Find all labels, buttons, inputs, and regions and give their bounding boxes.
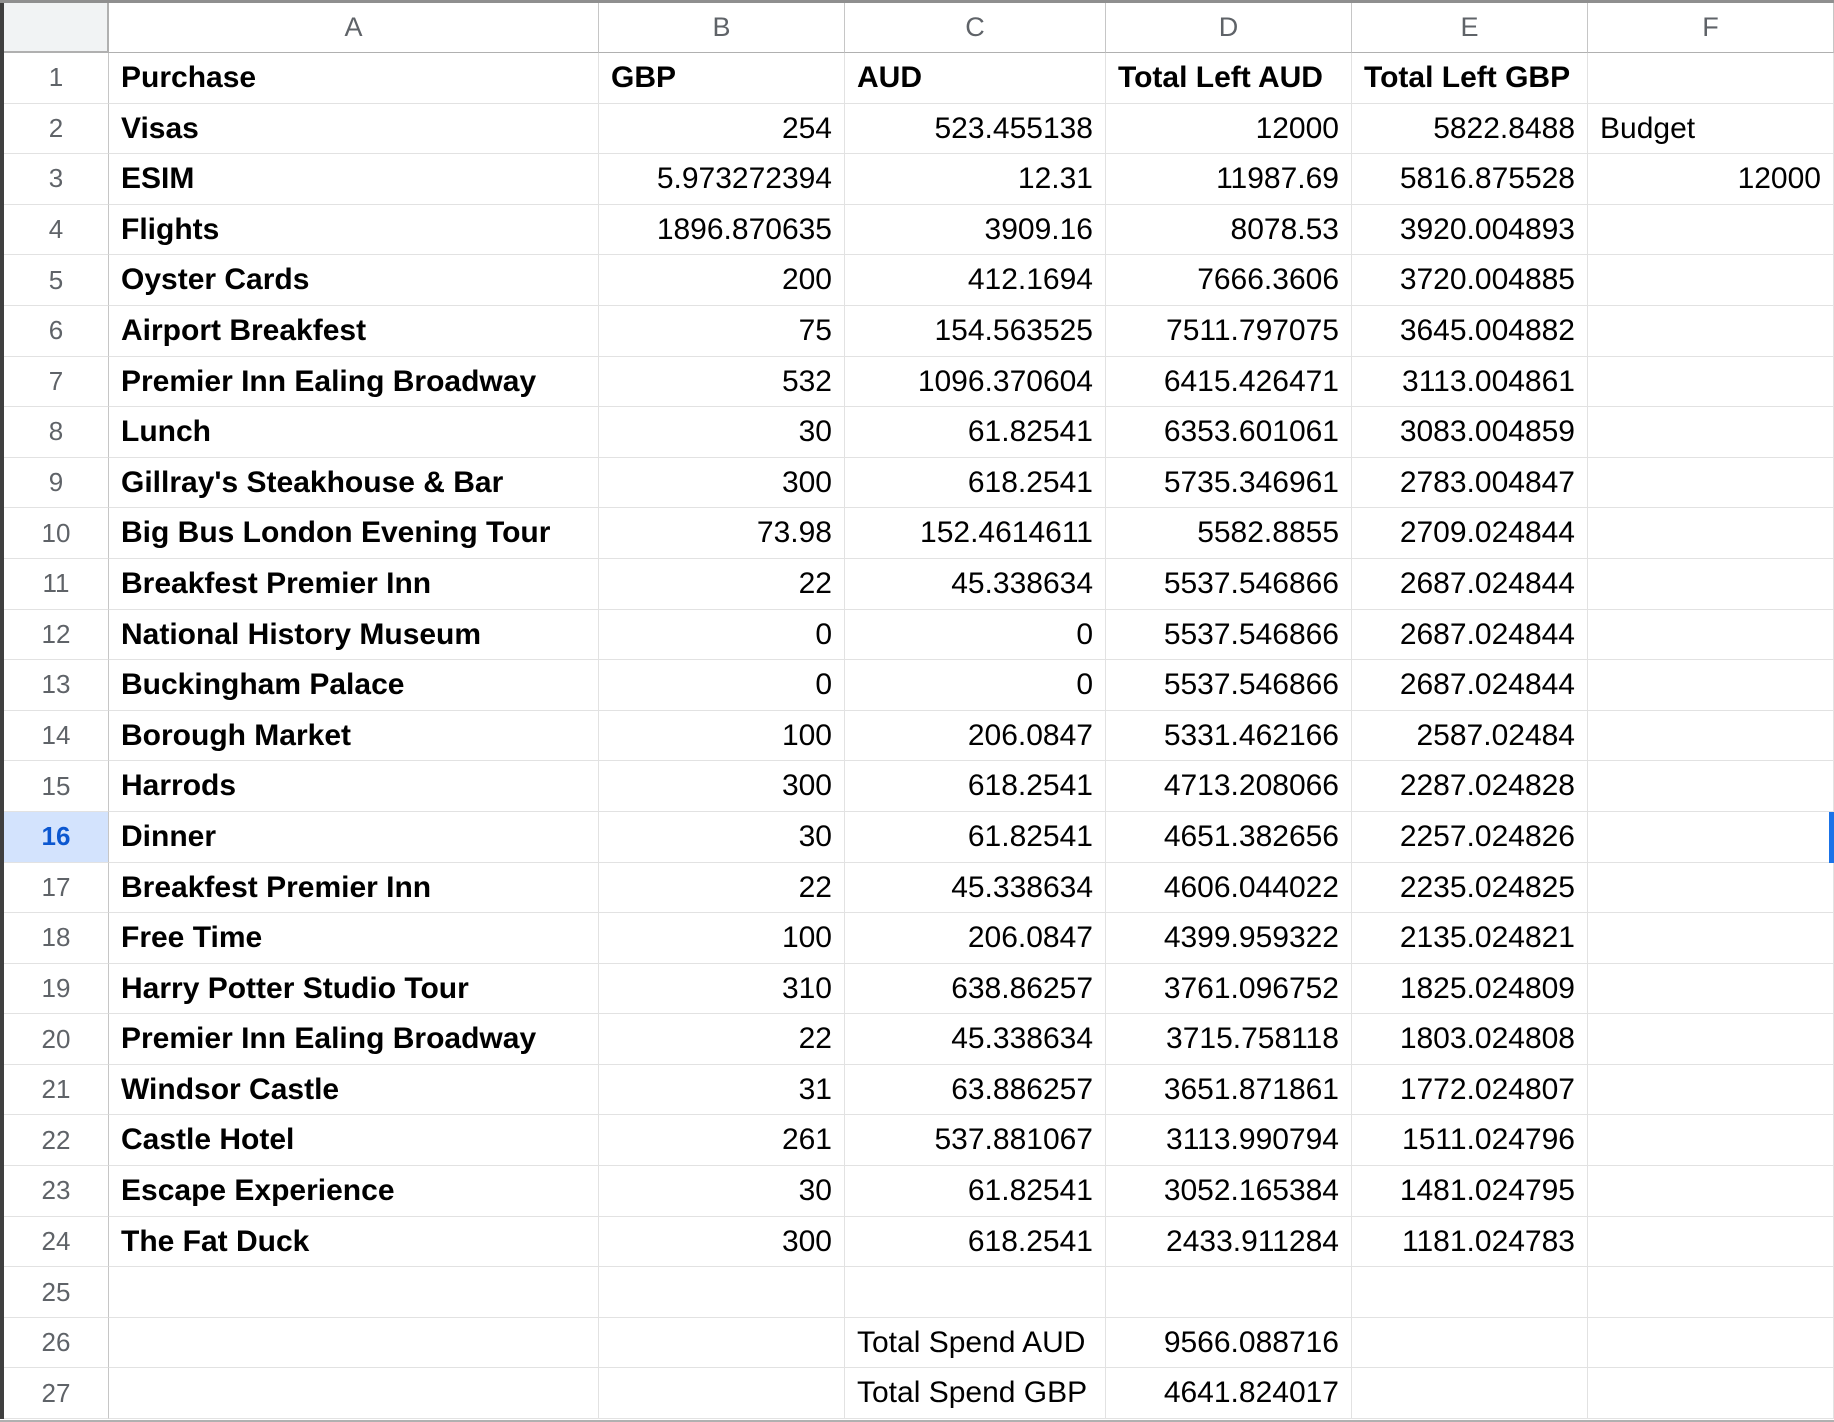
cell-A17[interactable]: Breakfest Premier Inn	[109, 863, 599, 914]
row-header-19[interactable]: 19	[4, 964, 109, 1015]
cell-D22[interactable]: 3113.990794	[1106, 1115, 1352, 1166]
cell-F10[interactable]	[1588, 508, 1834, 559]
cell-C14[interactable]: 206.0847	[845, 711, 1106, 762]
cell-E16[interactable]: 2257.024826	[1352, 812, 1588, 863]
cell-B21[interactable]: 31	[599, 1065, 845, 1116]
sheet-row-15	[4, 761, 1834, 812]
cell-C27[interactable]: Total Spend GBP	[845, 1368, 1106, 1419]
row-header-21[interactable]: 21	[4, 1065, 109, 1116]
column-header-F[interactable]: F	[1588, 3, 1834, 53]
column-header-D[interactable]: D	[1106, 3, 1352, 53]
row-header-8[interactable]: 8	[4, 407, 109, 458]
sheet-row-13	[4, 660, 1834, 711]
cell-A22[interactable]: Castle Hotel	[109, 1115, 599, 1166]
selected-row-right-edge-marker	[1829, 812, 1834, 863]
cell-B19[interactable]: 310	[599, 964, 845, 1015]
column-header-row	[4, 3, 1834, 53]
cell-E23[interactable]: 1481.024795	[1352, 1166, 1588, 1217]
cell-F5[interactable]	[1588, 255, 1834, 306]
cell-B13[interactable]: 0	[599, 660, 845, 711]
cell-F4[interactable]	[1588, 205, 1834, 256]
cell-F19[interactable]	[1588, 964, 1834, 1015]
cell-E7[interactable]: 3113.004861	[1352, 357, 1588, 408]
cell-D5[interactable]: 7666.3606	[1106, 255, 1352, 306]
cell-E27[interactable]	[1352, 1368, 1588, 1419]
cell-A25[interactable]	[109, 1267, 599, 1318]
row-header-27[interactable]: 27	[4, 1368, 109, 1419]
row-header-4[interactable]: 4	[4, 205, 109, 256]
cell-B23[interactable]: 30	[599, 1166, 845, 1217]
cell-E15[interactable]: 2287.024828	[1352, 761, 1588, 812]
cell-D18[interactable]: 4399.959322	[1106, 913, 1352, 964]
cell-B6[interactable]: 75	[599, 306, 845, 357]
cell-F24[interactable]	[1588, 1217, 1834, 1268]
cell-A19[interactable]: Harry Potter Studio Tour	[109, 964, 599, 1015]
cell-D12[interactable]: 5537.546866	[1106, 610, 1352, 661]
sheet-row-16	[4, 812, 1834, 863]
row-header-12[interactable]: 12	[4, 610, 109, 661]
cell-A26[interactable]	[109, 1318, 599, 1369]
cell-E9[interactable]: 2783.004847	[1352, 458, 1588, 509]
row-header-5[interactable]: 5	[4, 255, 109, 306]
sheet-row-9	[4, 458, 1834, 509]
cell-F7[interactable]	[1588, 357, 1834, 408]
sheet-row-1	[4, 53, 1834, 104]
cell-A15[interactable]: Harrods	[109, 761, 599, 812]
cell-E17[interactable]: 2235.024825	[1352, 863, 1588, 914]
cell-C19[interactable]: 638.86257	[845, 964, 1106, 1015]
cell-A23[interactable]: Escape Experience	[109, 1166, 599, 1217]
cell-B15[interactable]: 300	[599, 761, 845, 812]
cell-F14[interactable]	[1588, 711, 1834, 762]
cell-B27[interactable]	[599, 1368, 845, 1419]
cell-D8[interactable]: 6353.601061	[1106, 407, 1352, 458]
row-header-22[interactable]: 22	[4, 1115, 109, 1166]
cell-D7[interactable]: 6415.426471	[1106, 357, 1352, 408]
cell-C11[interactable]: 45.338634	[845, 559, 1106, 610]
cell-A4[interactable]: Flights	[109, 205, 599, 256]
cell-C26[interactable]: Total Spend AUD	[845, 1318, 1106, 1369]
cell-F23[interactable]	[1588, 1166, 1834, 1217]
cell-C15[interactable]: 618.2541	[845, 761, 1106, 812]
sheet-row-5	[4, 255, 1834, 306]
cell-B24[interactable]: 300	[599, 1217, 845, 1268]
cell-C18[interactable]: 206.0847	[845, 913, 1106, 964]
cell-F2[interactable]: Budget	[1588, 104, 1834, 155]
cell-D23[interactable]: 3052.165384	[1106, 1166, 1352, 1217]
cell-D14[interactable]: 5331.462166	[1106, 711, 1352, 762]
cell-A20[interactable]: Premier Inn Ealing Broadway	[109, 1014, 599, 1065]
sheet-row-10	[4, 508, 1834, 559]
cell-A5[interactable]: Oyster Cards	[109, 255, 599, 306]
cell-A21[interactable]: Windsor Castle	[109, 1065, 599, 1116]
cell-B25[interactable]	[599, 1267, 845, 1318]
row-header-13[interactable]: 13	[4, 660, 109, 711]
sheet-rows	[4, 53, 1834, 1419]
cell-D11[interactable]: 5537.546866	[1106, 559, 1352, 610]
row-header-17[interactable]: 17	[4, 863, 109, 914]
select-all-corner[interactable]	[4, 3, 109, 53]
cell-E25[interactable]	[1352, 1267, 1588, 1318]
sheet-grid	[4, 3, 1834, 1419]
cell-A12[interactable]: National History Museum	[109, 610, 599, 661]
cell-B14[interactable]: 100	[599, 711, 845, 762]
sheet-canvas	[0, 3, 1834, 1419]
cell-F18[interactable]	[1588, 913, 1834, 964]
column-header-A[interactable]: A	[109, 3, 599, 53]
sheet-row-20	[4, 1014, 1834, 1065]
cell-E12[interactable]: 2687.024844	[1352, 610, 1588, 661]
cell-C9[interactable]: 618.2541	[845, 458, 1106, 509]
sheet-row-17	[4, 863, 1834, 914]
sheet-row-18	[4, 913, 1834, 964]
cell-C17[interactable]: 45.338634	[845, 863, 1106, 914]
cell-B7[interactable]: 532	[599, 357, 845, 408]
cell-E5[interactable]: 3720.004885	[1352, 255, 1588, 306]
cell-A8[interactable]: Lunch	[109, 407, 599, 458]
cell-E19[interactable]: 1825.024809	[1352, 964, 1588, 1015]
sheet-row-19	[4, 964, 1834, 1015]
cell-D16[interactable]: 4651.382656	[1106, 812, 1352, 863]
cell-B4[interactable]: 1896.870635	[599, 205, 845, 256]
cell-A14[interactable]: Borough Market	[109, 711, 599, 762]
cell-C12[interactable]: 0	[845, 610, 1106, 661]
sheet-row-23	[4, 1166, 1834, 1217]
cell-B26[interactable]	[599, 1318, 845, 1369]
cell-B2[interactable]: 254	[599, 104, 845, 155]
cell-E24[interactable]: 1181.024783	[1352, 1217, 1588, 1268]
cell-F9[interactable]	[1588, 458, 1834, 509]
cell-B1[interactable]: GBP	[599, 53, 845, 104]
cell-C24[interactable]: 618.2541	[845, 1217, 1106, 1268]
cell-E18[interactable]: 2135.024821	[1352, 913, 1588, 964]
cell-D15[interactable]: 4713.208066	[1106, 761, 1352, 812]
cell-E26[interactable]	[1352, 1318, 1588, 1369]
cell-D2[interactable]: 12000	[1106, 104, 1352, 155]
row-header-3[interactable]: 3	[4, 154, 109, 205]
cell-B3[interactable]: 5.973272394	[599, 154, 845, 205]
row-header-18[interactable]: 18	[4, 913, 109, 964]
cell-D27[interactable]: 4641.824017	[1106, 1368, 1352, 1419]
cell-B16[interactable]: 30	[599, 812, 845, 863]
cell-F13[interactable]	[1588, 660, 1834, 711]
row-header-25[interactable]: 25	[4, 1267, 109, 1318]
cell-E11[interactable]: 2687.024844	[1352, 559, 1588, 610]
row-header-24[interactable]: 24	[4, 1217, 109, 1268]
cell-F15[interactable]	[1588, 761, 1834, 812]
cell-D13[interactable]: 5537.546866	[1106, 660, 1352, 711]
cell-C13[interactable]: 0	[845, 660, 1106, 711]
cell-C7[interactable]: 1096.370604	[845, 357, 1106, 408]
cell-E8[interactable]: 3083.004859	[1352, 407, 1588, 458]
row-header-15[interactable]: 15	[4, 761, 109, 812]
row-header-16[interactable]: 16	[4, 812, 109, 863]
sheet-row-21	[4, 1065, 1834, 1116]
cell-E3[interactable]: 5816.875528	[1352, 154, 1588, 205]
sheet-row-3	[4, 154, 1834, 205]
cell-D20[interactable]: 3715.758118	[1106, 1014, 1352, 1065]
cell-F8[interactable]	[1588, 407, 1834, 458]
sheet-row-26	[4, 1318, 1834, 1369]
row-header-23[interactable]: 23	[4, 1166, 109, 1217]
cell-C23[interactable]: 61.82541	[845, 1166, 1106, 1217]
sheet-row-24	[4, 1217, 1834, 1268]
cell-C10[interactable]: 152.4614611	[845, 508, 1106, 559]
row-header-7[interactable]: 7	[4, 357, 109, 408]
cell-A7[interactable]: Premier Inn Ealing Broadway	[109, 357, 599, 408]
cell-B9[interactable]: 300	[599, 458, 845, 509]
cell-A10[interactable]: Big Bus London Evening Tour	[109, 508, 599, 559]
sheet-row-4	[4, 205, 1834, 256]
cell-A24[interactable]: The Fat Duck	[109, 1217, 599, 1268]
cell-C4[interactable]: 3909.16	[845, 205, 1106, 256]
sheet-row-7	[4, 357, 1834, 408]
cell-D19[interactable]: 3761.096752	[1106, 964, 1352, 1015]
cell-B11[interactable]: 22	[599, 559, 845, 610]
cell-B20[interactable]: 22	[599, 1014, 845, 1065]
row-header-14[interactable]: 14	[4, 711, 109, 762]
cell-F25[interactable]	[1588, 1267, 1834, 1318]
cell-E22[interactable]: 1511.024796	[1352, 1115, 1588, 1166]
cell-F22[interactable]	[1588, 1115, 1834, 1166]
row-header-9[interactable]: 9	[4, 458, 109, 509]
cell-D4[interactable]: 8078.53	[1106, 205, 1352, 256]
cell-D26[interactable]: 9566.088716	[1106, 1318, 1352, 1369]
cell-E4[interactable]: 3920.004893	[1352, 205, 1588, 256]
cell-D3[interactable]: 11987.69	[1106, 154, 1352, 205]
column-header-C[interactable]: C	[845, 3, 1106, 53]
cell-E2[interactable]: 5822.8488	[1352, 104, 1588, 155]
cell-B17[interactable]: 22	[599, 863, 845, 914]
cell-B8[interactable]: 30	[599, 407, 845, 458]
cell-B18[interactable]: 100	[599, 913, 845, 964]
cell-B12[interactable]: 0	[599, 610, 845, 661]
cell-C22[interactable]: 537.881067	[845, 1115, 1106, 1166]
cell-A1[interactable]: Purchase	[109, 53, 599, 104]
cell-C5[interactable]: 412.1694	[845, 255, 1106, 306]
cell-C8[interactable]: 61.82541	[845, 407, 1106, 458]
cell-B5[interactable]: 200	[599, 255, 845, 306]
row-header-6[interactable]: 6	[4, 306, 109, 357]
sheet-row-27	[4, 1368, 1834, 1419]
cell-A9[interactable]: Gillray's Steakhouse & Bar	[109, 458, 599, 509]
cell-D25[interactable]	[1106, 1267, 1352, 1318]
cell-E13[interactable]: 2687.024844	[1352, 660, 1588, 711]
column-header-B[interactable]: B	[599, 3, 845, 53]
cell-C6[interactable]: 154.563525	[845, 306, 1106, 357]
sheet-row-14	[4, 711, 1834, 762]
cell-F3[interactable]: 12000	[1588, 154, 1834, 205]
cell-E14[interactable]: 2587.02484	[1352, 711, 1588, 762]
cell-F17[interactable]	[1588, 863, 1834, 914]
cell-D17[interactable]: 4606.044022	[1106, 863, 1352, 914]
row-header-11[interactable]: 11	[4, 559, 109, 610]
sheet-row-2	[4, 104, 1834, 155]
cell-D10[interactable]: 5582.8855	[1106, 508, 1352, 559]
cell-F16[interactable]	[1588, 812, 1834, 863]
cell-B22[interactable]: 261	[599, 1115, 845, 1166]
cell-C20[interactable]: 45.338634	[845, 1014, 1106, 1065]
sheet-row-11	[4, 559, 1834, 610]
row-header-10[interactable]: 10	[4, 508, 109, 559]
sheet-row-25	[4, 1267, 1834, 1318]
cell-A2[interactable]: Visas	[109, 104, 599, 155]
cell-A18[interactable]: Free Time	[109, 913, 599, 964]
cell-C1[interactable]: AUD	[845, 53, 1106, 104]
sheet-row-22	[4, 1115, 1834, 1166]
row-header-1[interactable]: 1	[4, 53, 109, 104]
row-header-20[interactable]: 20	[4, 1014, 109, 1065]
sheet-row-8	[4, 407, 1834, 458]
cell-E6[interactable]: 3645.004882	[1352, 306, 1588, 357]
cell-E20[interactable]: 1803.024808	[1352, 1014, 1588, 1065]
cell-D1[interactable]: Total Left AUD	[1106, 53, 1352, 104]
cell-B10[interactable]: 73.98	[599, 508, 845, 559]
cell-A16[interactable]: Dinner	[109, 812, 599, 863]
cell-D21[interactable]: 3651.871861	[1106, 1065, 1352, 1116]
cell-A3[interactable]: ESIM	[109, 154, 599, 205]
cell-A6[interactable]: Airport Breakfest	[109, 306, 599, 357]
cell-E21[interactable]: 1772.024807	[1352, 1065, 1588, 1116]
cell-C2[interactable]: 523.455138	[845, 104, 1106, 155]
cell-F6[interactable]	[1588, 306, 1834, 357]
cell-D9[interactable]: 5735.346961	[1106, 458, 1352, 509]
cell-F1[interactable]	[1588, 53, 1834, 104]
sheet-row-6	[4, 306, 1834, 357]
sheet-row-12	[4, 610, 1834, 661]
column-header-E[interactable]: E	[1352, 3, 1588, 53]
cell-F27[interactable]	[1588, 1368, 1834, 1419]
cell-C3[interactable]: 12.31	[845, 154, 1106, 205]
cell-F11[interactable]	[1588, 559, 1834, 610]
cell-D24[interactable]: 2433.911284	[1106, 1217, 1352, 1268]
cell-D6[interactable]: 7511.797075	[1106, 306, 1352, 357]
cell-E10[interactable]: 2709.024844	[1352, 508, 1588, 559]
cell-A27[interactable]	[109, 1368, 599, 1419]
cell-A13[interactable]: Buckingham Palace	[109, 660, 599, 711]
row-header-26[interactable]: 26	[4, 1318, 109, 1369]
cell-F20[interactable]	[1588, 1014, 1834, 1065]
cell-C16[interactable]: 61.82541	[845, 812, 1106, 863]
cell-C21[interactable]: 63.886257	[845, 1065, 1106, 1116]
cell-F21[interactable]	[1588, 1065, 1834, 1116]
cell-F12[interactable]	[1588, 610, 1834, 661]
cell-C25[interactable]	[845, 1267, 1106, 1318]
cell-F26[interactable]	[1588, 1318, 1834, 1369]
row-header-2[interactable]: 2	[4, 104, 109, 155]
cell-A11[interactable]: Breakfest Premier Inn	[109, 559, 599, 610]
cell-E1[interactable]: Total Left GBP	[1352, 53, 1588, 104]
